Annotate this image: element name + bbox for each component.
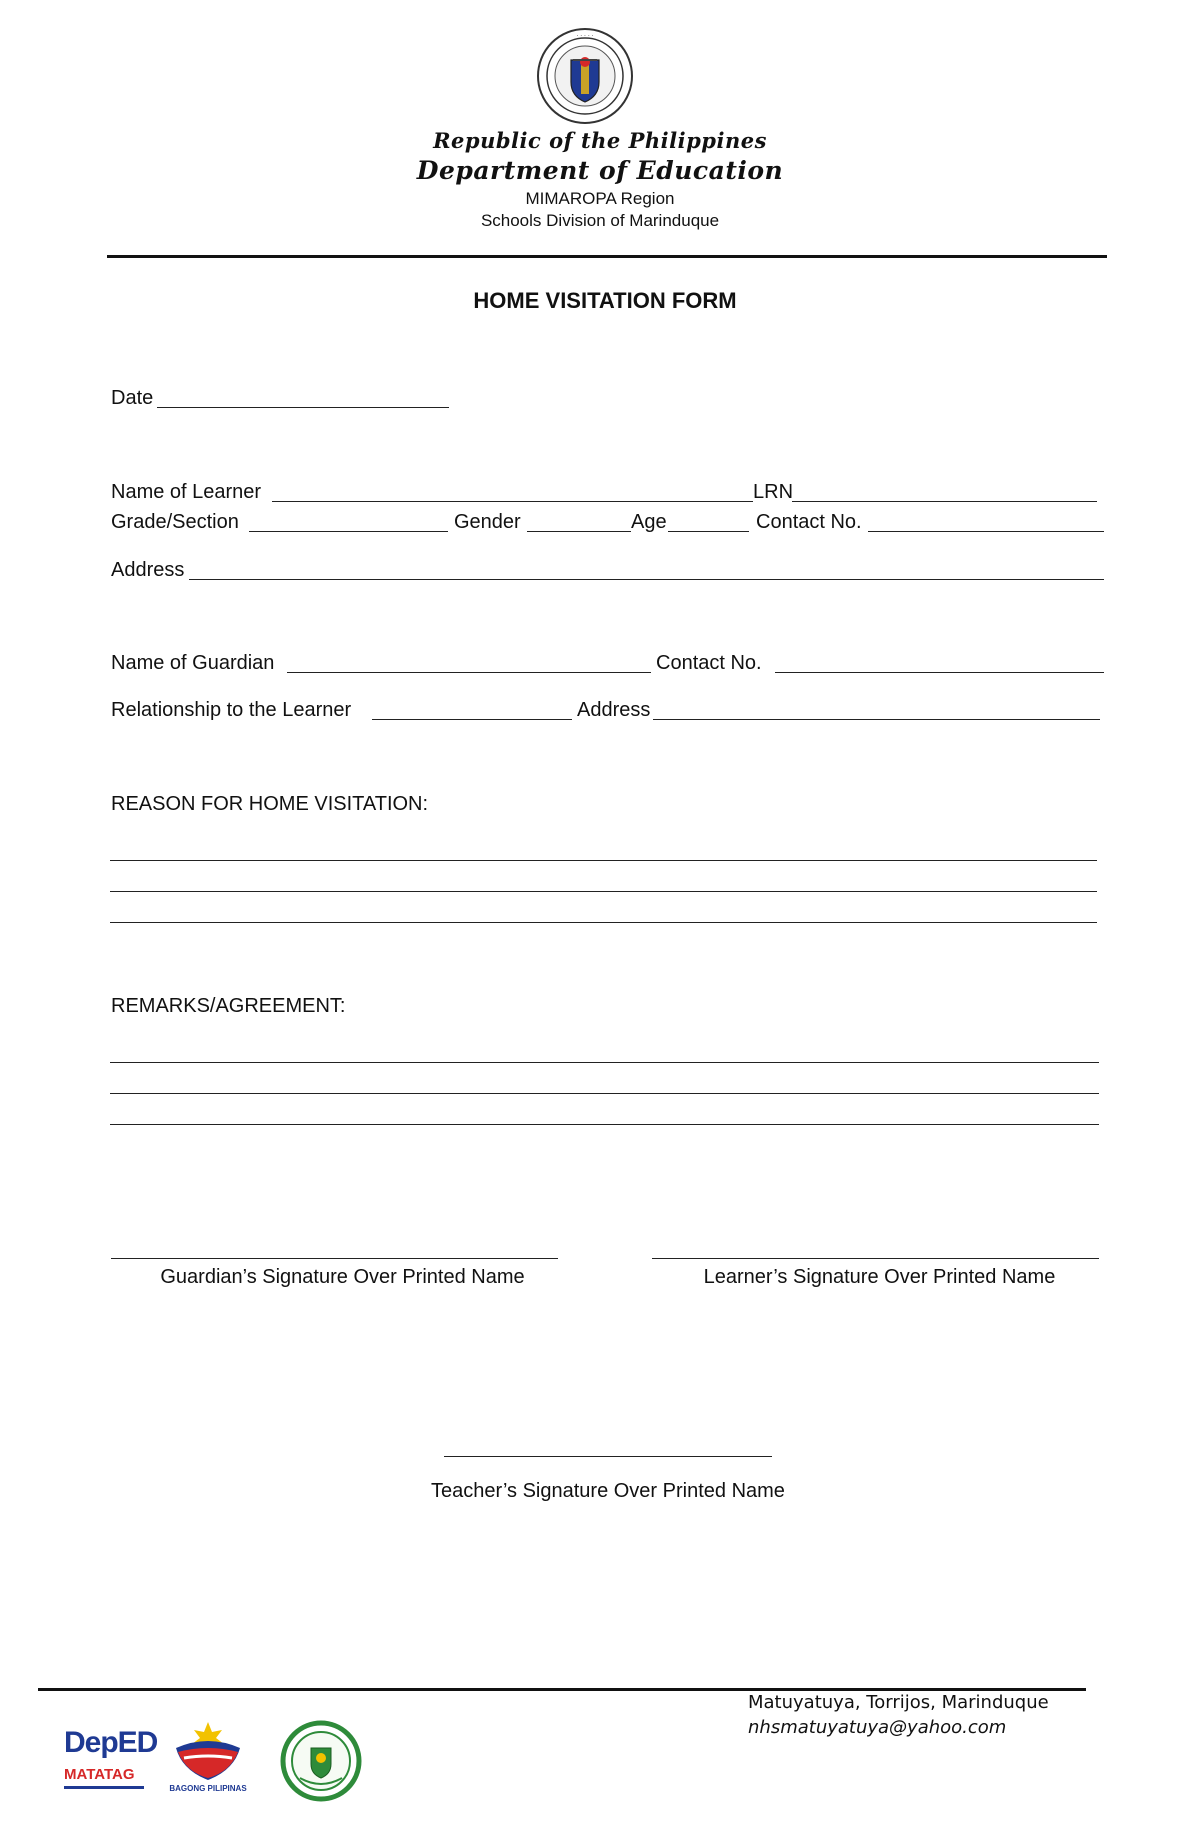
svg-text:· · · · ·: · · · · · xyxy=(576,33,594,40)
footer-divider xyxy=(38,1688,1086,1691)
guardian-name-field[interactable] xyxy=(287,672,651,673)
gender-label: Gender xyxy=(454,511,521,533)
school-seal-icon xyxy=(280,1720,362,1802)
bagong-pilipinas-logo xyxy=(164,1718,252,1800)
guardian-signature-line[interactable] xyxy=(111,1258,558,1259)
lrn-label: LRN xyxy=(753,481,794,503)
reason-line[interactable] xyxy=(110,922,1097,923)
division-text: Schools Division of Marinduque xyxy=(480,211,720,230)
teacher-signature-caption: Teacher’s Signature Over Printed Name xyxy=(431,1480,785,1502)
grade-section-field[interactable] xyxy=(249,531,448,532)
date-label: Date xyxy=(111,387,154,409)
footer-address: Matuyatuya, Torrijos, Marinduque xyxy=(748,1692,1049,1713)
deped-matatag-logo xyxy=(64,1720,158,1796)
form-title: HOME VISITATION FORM xyxy=(473,288,737,313)
contact-field[interactable] xyxy=(868,531,1104,532)
contact-label: Contact No. xyxy=(756,511,862,533)
region-text: MIMAROPA Region xyxy=(525,189,675,208)
gender-field[interactable] xyxy=(527,531,631,532)
reason-label: REASON FOR HOME VISITATION: xyxy=(111,793,429,815)
address-field[interactable] xyxy=(189,579,1104,580)
learner-signature-line[interactable] xyxy=(652,1258,1099,1259)
address-label: Address xyxy=(111,559,185,581)
guardian-signature-caption: Guardian’s Signature Over Printed Name xyxy=(160,1266,525,1288)
guardian-address-field[interactable] xyxy=(653,719,1100,720)
learner-signature-caption: Learner’s Signature Over Printed Name xyxy=(703,1266,1056,1288)
footer-email: nhsmatuyatuya@yahoo.com xyxy=(748,1717,1007,1738)
republic-heading: Republic of the Philippines xyxy=(433,128,767,153)
department-heading: Department of Education xyxy=(416,156,784,185)
matatag-text: MATATAG xyxy=(64,1766,135,1783)
bagong-pilipinas-text: BAGONG PILIPINAS xyxy=(169,1784,247,1793)
remarks-line[interactable] xyxy=(110,1093,1099,1094)
deped-seal-icon xyxy=(535,26,635,126)
relationship-field[interactable] xyxy=(372,719,572,720)
learner-name-field[interactable] xyxy=(272,501,753,502)
teacher-signature-line[interactable] xyxy=(444,1456,772,1457)
guardian-name-label: Name of Guardian xyxy=(111,652,275,674)
deped-logo-text: DepED xyxy=(64,1726,158,1759)
header-divider xyxy=(107,255,1107,258)
learner-name-label: Name of Learner xyxy=(111,481,262,503)
remarks-label: REMARKS/AGREEMENT: xyxy=(111,995,346,1017)
grade-section-label: Grade/Section xyxy=(111,511,239,533)
guardian-contact-field[interactable] xyxy=(775,672,1104,673)
remarks-line[interactable] xyxy=(110,1062,1099,1063)
bagong-pilipinas-emblem-icon xyxy=(164,1718,252,1784)
reason-line[interactable] xyxy=(110,860,1097,861)
guardian-address-label: Address xyxy=(577,699,651,721)
date-field[interactable] xyxy=(157,407,449,408)
age-label: Age xyxy=(631,511,667,533)
age-field[interactable] xyxy=(668,531,749,532)
lrn-field[interactable] xyxy=(792,501,1097,502)
reason-line[interactable] xyxy=(110,891,1097,892)
relationship-label: Relationship to the Learner xyxy=(111,699,352,721)
guardian-contact-label: Contact No. xyxy=(656,652,762,674)
remarks-line[interactable] xyxy=(110,1124,1099,1125)
